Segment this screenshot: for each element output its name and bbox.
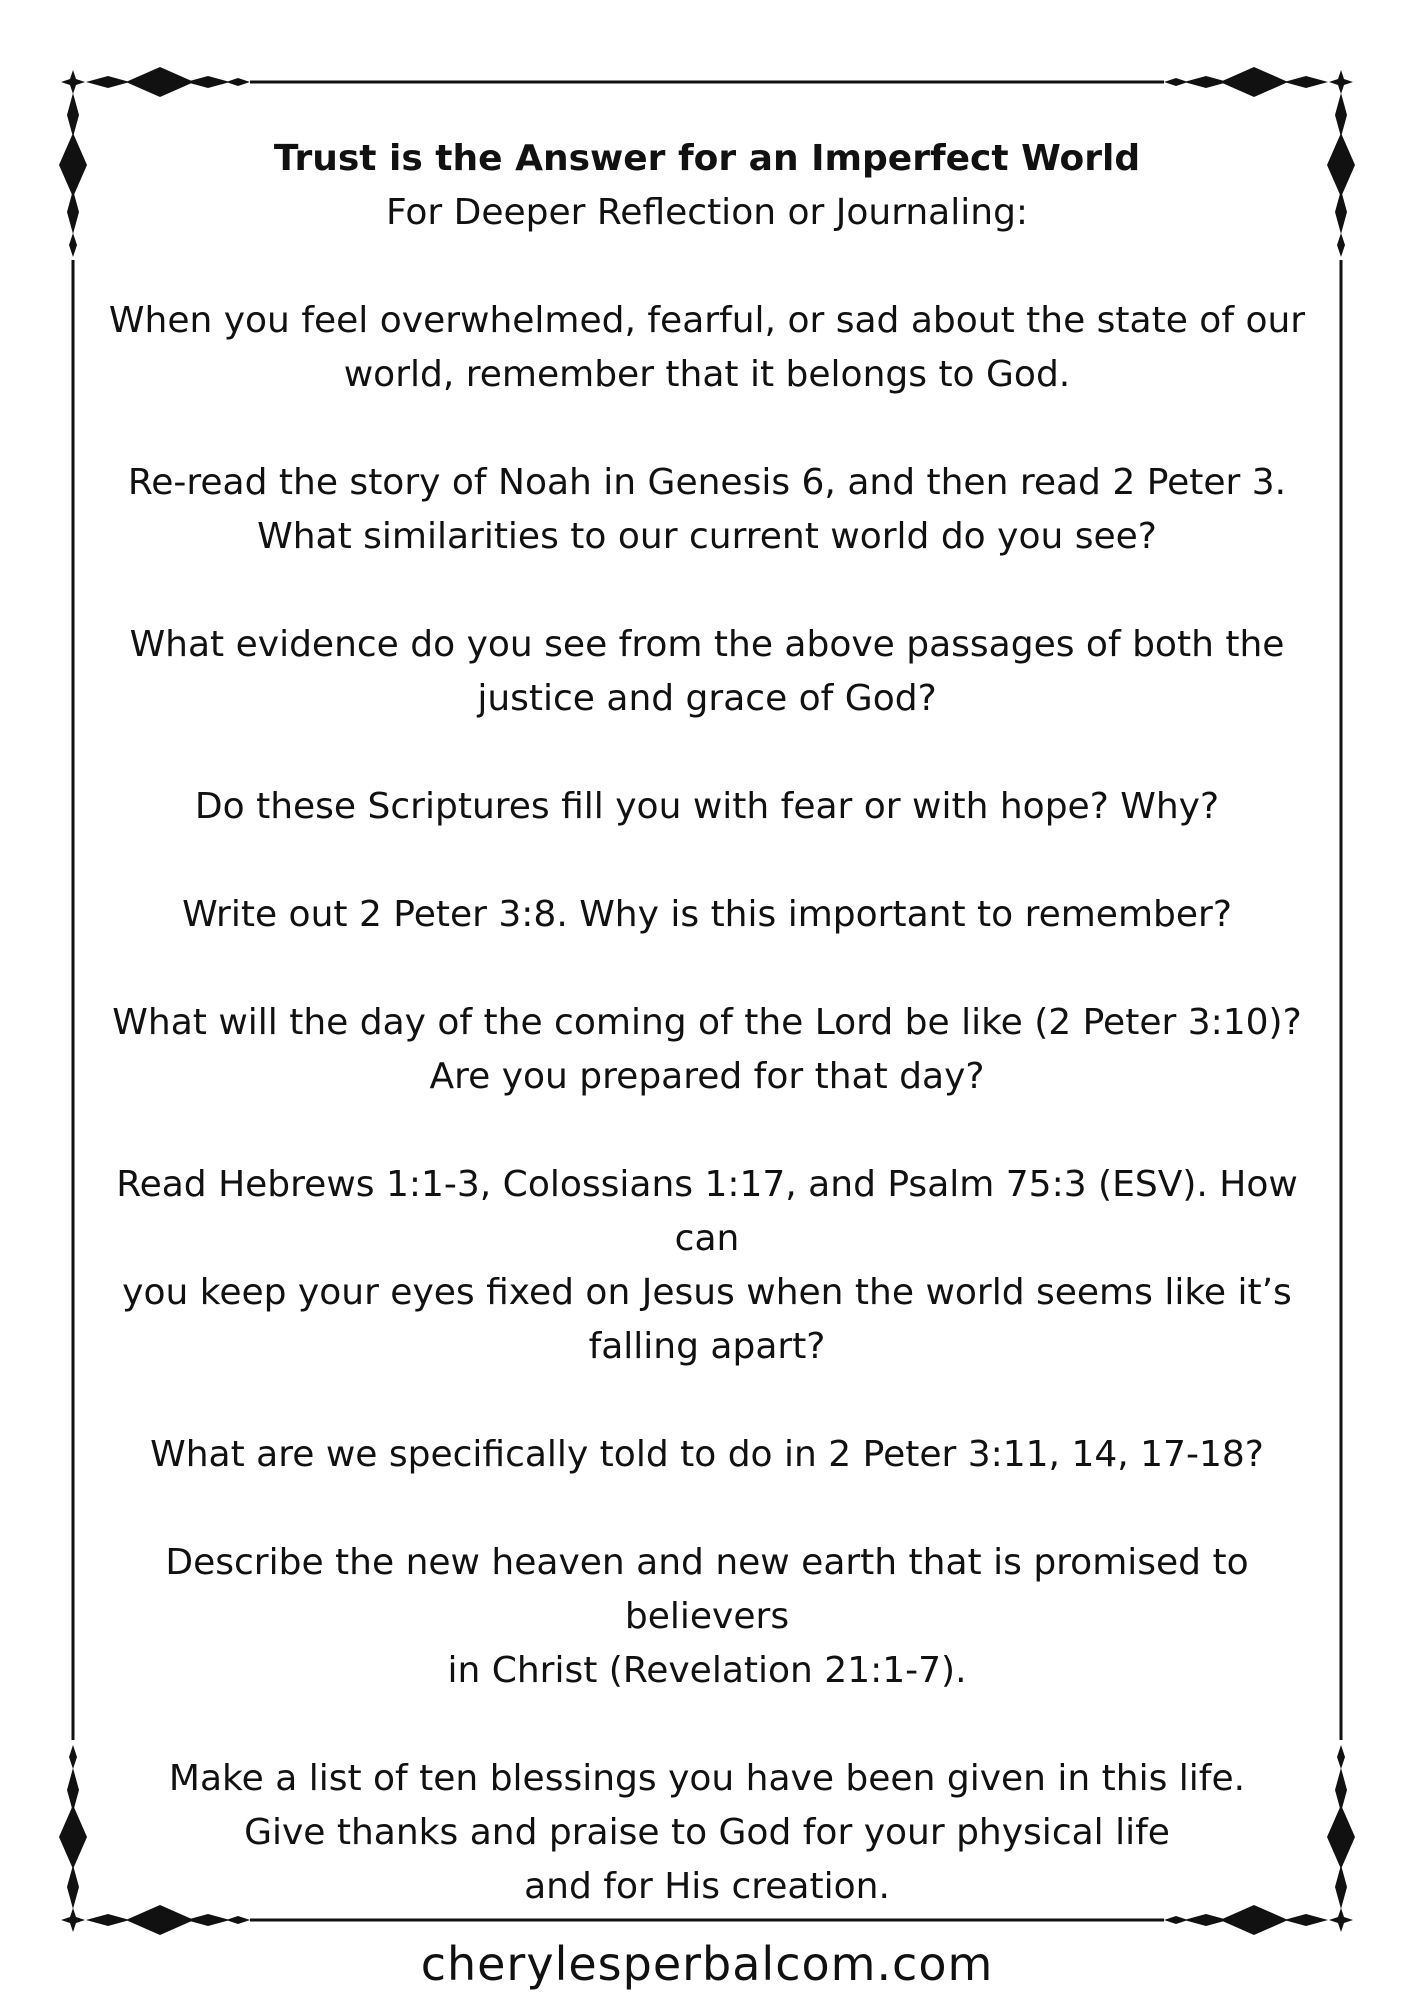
prompt-line: Give thanks and praise to God for your physical life — [244, 1812, 1170, 1853]
reflection-prompt — [95, 294, 1319, 402]
reflection-prompt — [95, 1428, 1319, 1482]
prompt-line: Make a list of ten blessings you have been given in this life. — [168, 1758, 1246, 1799]
reflection-prompt — [95, 1536, 1319, 1698]
prompt-line: What will the day of the coming of the Lord be like (2 Peter 3:10)? — [112, 1002, 1302, 1043]
prompt-line: and for His creation. — [524, 1866, 890, 1907]
prompt-line: justice and grace of God? — [477, 678, 937, 719]
page-subtitle: For Deeper Reflection or Journaling: — [385, 192, 1029, 233]
prompt-line: Are you prepared for that day? — [429, 1056, 985, 1097]
prompt-line: falling apart? — [588, 1326, 826, 1367]
reflection-prompt — [95, 618, 1319, 726]
website-footer: cherylesperbalcom.com — [420, 1937, 994, 1991]
page-title: Trust is the Answer for an Imperfect World — [273, 138, 1141, 179]
prompt-line: Describe the new heaven and new earth that is promised to believers — [165, 1542, 1249, 1637]
prompt-line: world, remember that it belongs to God. — [343, 354, 1071, 395]
prompt-line: in Christ (Revelation 21:1-7). — [447, 1650, 967, 1691]
prompt-list — [95, 294, 1319, 1914]
reflection-prompt — [95, 1752, 1319, 1914]
prompt-line: Write out 2 Peter 3:8. Why is this important to remember? — [182, 894, 1232, 935]
prompt-line: Read Hebrews 1:1-3, Colossians 1:17, and Psalm 75:3 (ESV). How can — [116, 1164, 1298, 1259]
reflection-prompt — [95, 996, 1319, 1104]
prompt-line: What evidence do you see from the above passages of both the — [129, 624, 1285, 665]
prompt-line: Re-read the story of Noah in Genesis 6, and then read 2 Peter 3. — [127, 462, 1287, 503]
reflection-content — [95, 132, 1319, 1968]
reflection-prompt — [95, 456, 1319, 564]
prompt-line: you keep your eyes fixed on Jesus when the world seems like it’s — [122, 1272, 1292, 1313]
reflection-prompt — [95, 780, 1319, 834]
reflection-prompt — [95, 888, 1319, 942]
prompt-line: What similarities to our current world do you see? — [257, 516, 1157, 557]
reflection-prompt — [95, 1158, 1319, 1374]
prompt-line: Do these Scriptures fill you with fear or with hope? Why? — [194, 786, 1220, 827]
prompt-line: When you feel overwhelmed, fearful, or sad about the state of our — [108, 300, 1306, 341]
prompt-line: What are we specifically told to do in 2 Peter 3:11, 14, 17-18? — [150, 1434, 1264, 1475]
